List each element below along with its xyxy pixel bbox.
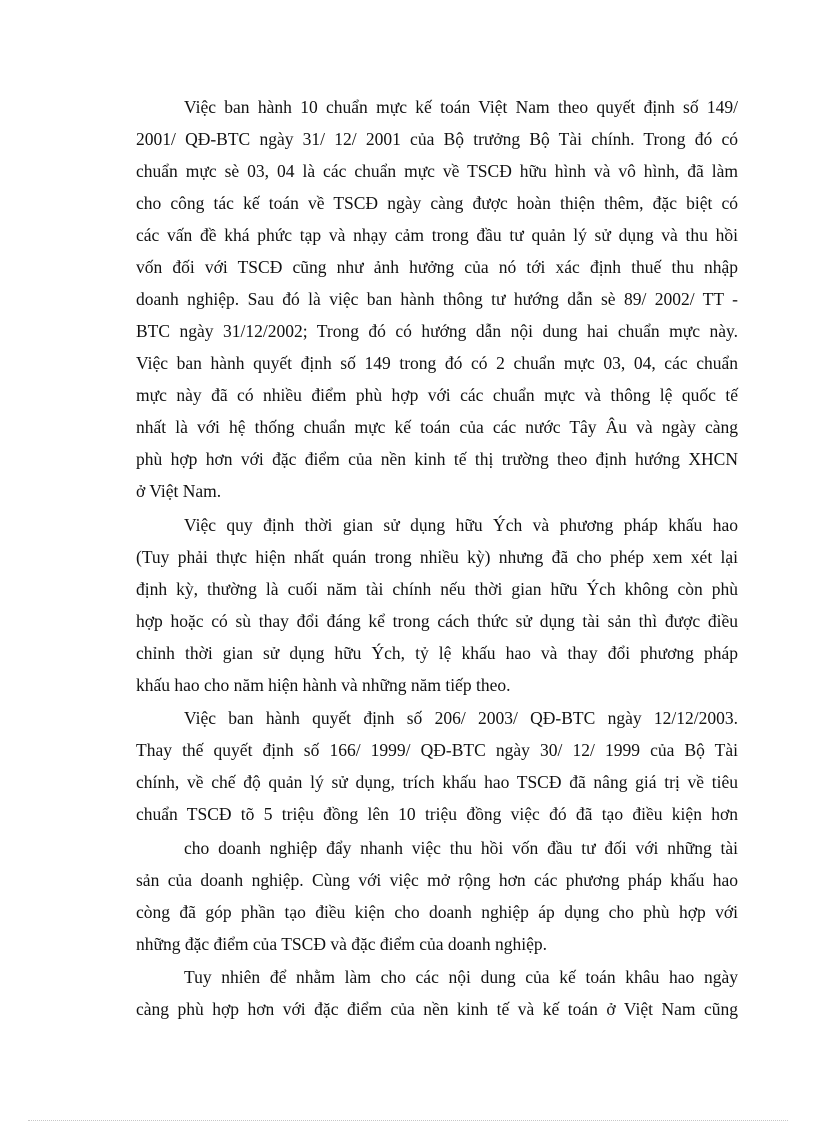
paragraph-line: khấu hao cho năm hiện hành và những năm tiếp theo. (136, 675, 511, 695)
paragraph-line: hợp hoặc có sù thay đổi đáng kể trong cách thức sử dụng tài sản thì được điều (136, 611, 738, 631)
paragraph-line: Việc ban hành 10 chuẩn mực kế toán Việt Nam theo quyết định số 149/ (184, 97, 738, 117)
paragraph-line: BTC ngày 31/12/2002; Trong đó có hướng dẫn nội dung hai chuẩn mực này. (136, 321, 738, 341)
paragraph-line: (Tuy phải thực hiện nhất quán trong nhiều kỳ) nhưng đã cho phép xem xét lại (136, 547, 738, 567)
paragraph-line: 2001/ QĐ-BTC ngày 31/ 12/ 2001 của Bộ trưởng Bộ Tài chính. Trong đó có (136, 129, 738, 149)
paragraph-line: chính, về chế độ quản lý sử dụng, trích khấu hao TSCĐ đã nâng giá trị về tiêu (136, 772, 738, 792)
paragraph-line: còng đã góp phần tạo điều kiện cho doanh nghiệp áp dụng cho phù hợp với (136, 902, 738, 922)
paragraph-line: vốn đối với TSCĐ cũng như ảnh hưởng của nó tới xác định thuế thu nhập (136, 257, 738, 277)
paragraph-line: phù hợp hơn với đặc điểm của nền kinh tế thị trường theo định hướng XHCN (136, 449, 738, 469)
paragraph-line: các vấn đề khá phức tạp và nhạy cảm trong đầu tư quản lý sử dụng và thu hồi (136, 225, 738, 245)
paragraph-line: chuẩn TSCĐ tõ 5 triệu đồng lên 10 triệu đồng việc đó đã tạo điều kiện hơn (136, 804, 738, 824)
paragraph-line: Việc quy định thời gian sử dụng hữu Ých và phương pháp khấu hao (184, 515, 738, 535)
paragraph-line: chuẩn mực sè 03, 04 là các chuẩn mực về TSCĐ hữu hình và vô hình, đã làm (136, 161, 738, 181)
paragraph-line: cho công tác kế toán về TSCĐ ngày càng được hoàn thiện thêm, đặc biệt có (136, 193, 738, 213)
paragraph-line: sản của doanh nghiệp. Cùng với việc mở rộng hơn các phương pháp khấu hao (136, 870, 738, 890)
paragraph-line: chỉnh thời gian sử dụng hữu Ých, tỷ lệ khấu hao và thay đổi phương pháp (136, 643, 738, 663)
paragraph-line: Thay thế quyết định số 166/ 1999/ QĐ-BTC ngày 30/ 12/ 1999 của Bộ Tài (136, 740, 738, 760)
paragraph-line: ở Việt Nam. (136, 481, 222, 501)
paragraph-line: nhất là với hệ thống chuẩn mực kế toán của các nước Tây Âu và ngày càng (136, 417, 738, 437)
paragraph-line: doanh nghiệp. Sau đó là việc ban hành thông tư hướng dẫn sè 89/ 2002/ TT - (136, 289, 738, 309)
paragraph-line: Việc ban hành quyết định số 206/ 2003/ QĐ-BTC ngày 12/12/2003. (184, 708, 738, 728)
paragraph-line: mực này đã có nhiều điểm phù hợp với các chuẩn mực và thông lệ quốc tế (136, 385, 738, 405)
paragraph-line: cho doanh nghiệp đẩy nhanh việc thu hồi vốn đầu tư đối với những tài (184, 838, 738, 858)
paragraph-line: Việc ban hành quyết định số 149 trong đó có 2 chuẩn mực 03, 04, các chuẩn (136, 353, 738, 373)
paragraph-line: định kỳ, thường là cuối năm tài chính nếu thời gian hữu Ých không còn phù (136, 579, 738, 599)
page-bottom-divider (28, 1120, 788, 1121)
paragraph-line: Tuy nhiên để nhằm làm cho các nội dung của kế toán khâu hao ngày (184, 967, 738, 987)
paragraph-line: càng phù hợp hơn với đặc điểm của nền kinh tế và kế toán ở Việt Nam cũng (136, 999, 738, 1019)
paragraph-line: những đặc điểm của TSCĐ và đặc điểm của doanh nghiệp. (136, 934, 548, 954)
